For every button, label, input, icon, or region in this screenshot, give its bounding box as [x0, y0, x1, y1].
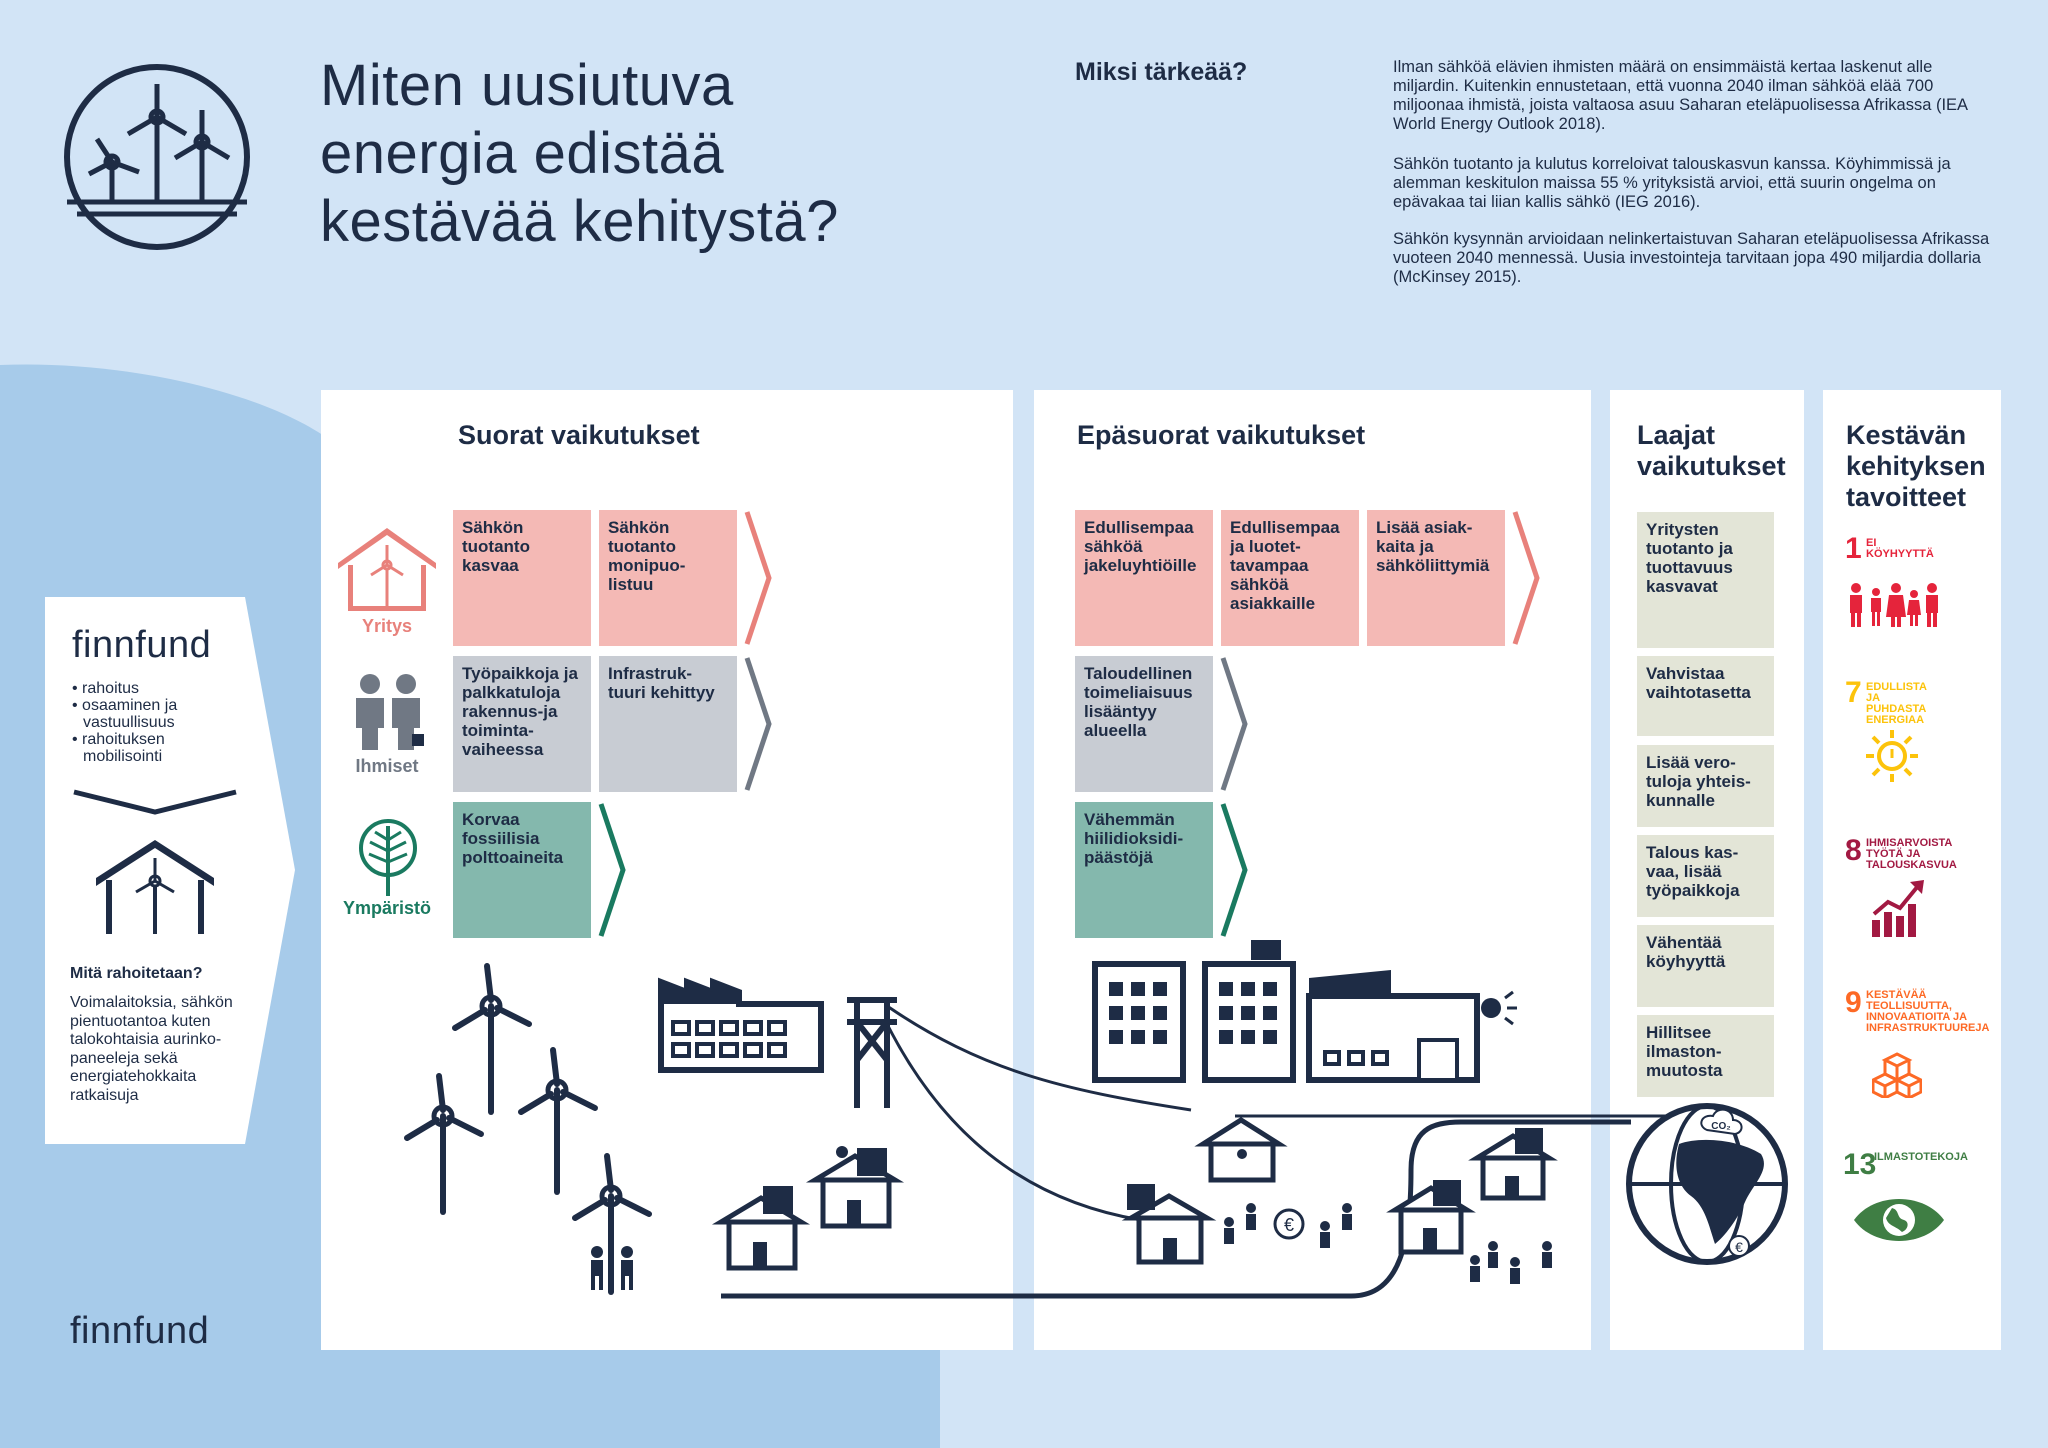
chevron-right-icon [744, 656, 774, 792]
indirect-box: Edullisempaa sähköä jakeluyhtiöille [1075, 510, 1213, 646]
direct-box: Sähkön tuotanto monipuo-listuu [599, 510, 737, 646]
sdg-number: 8 [1845, 834, 1862, 867]
direct-box: Sähkön tuotanto kasvaa [453, 510, 591, 646]
funding-question: Mitä rahoitetaan? [70, 965, 203, 982]
broad-box: Vähentää köyhyyttä [1637, 925, 1774, 1007]
sdg-title: KESTÄVÄÄ TEOLLISUUTTA, INNOVAATIOITA JA INFRASTRUKTUUREJA [1866, 989, 1990, 1034]
people-icon [350, 672, 426, 752]
direct-box: Työpaikkoja ja palkkatuloja rakennus-ja toiminta-vaiheessa [453, 656, 591, 792]
broad-heading: Laajat vaikutukset [1637, 420, 1786, 481]
broad-box: Yritysten tuotanto ja tuottavuus kasvavat [1637, 512, 1774, 648]
chevron-down-icon [72, 788, 238, 818]
bullet-item: • osaaminen ja [72, 697, 178, 714]
bullet-item: mobilisointi [83, 748, 163, 765]
indirect-heading: Epäsuorat vaikutukset [1077, 420, 1366, 450]
co2-label: CO₂ [1711, 1121, 1731, 1132]
chevron-right-icon [1220, 656, 1250, 792]
energy-landscape-illustration [321, 940, 2001, 1350]
bullet-item: vastuullisuus [83, 714, 175, 731]
broad-box: Hillitsee ilmaston-muutosta [1637, 1015, 1774, 1097]
euro-symbol: € [1283, 1215, 1295, 1235]
why-paragraph-2: Sähkön tuotanto ja kulutus korreloivat talouskasvun kanssa. Köyhimmissä ja alemman keskitulon maissa 55 % yrityksistä arvioi, että suurin ongelma on epävakaa tai liian kallis sähkö (IEG 2016). [1393, 155, 1951, 211]
why-heading: Miksi tärkeää? [1075, 58, 1248, 86]
row-label-people: Ihmiset [355, 756, 419, 776]
bullet-item: • rahoituksen [72, 731, 165, 748]
clean-energy-icon [1864, 728, 1920, 784]
broad-box: Vahvistaa vaihtotasetta [1637, 656, 1774, 736]
company-house-icon [336, 525, 438, 613]
page-title: Miten uusiutuva energia edistää kestävää kehitystä? [320, 53, 839, 254]
sdg-title: IHMISARVOISTA TYÖTÄ JA TALOUSKASVUA [1866, 837, 1957, 871]
tree-icon [355, 818, 421, 898]
direct-box: Korvaa fossiilisia polttoaineita [453, 802, 591, 938]
sdg-title: EI KÖYHYYTTÄ [1866, 537, 1934, 560]
sdg-number: 9 [1845, 986, 1862, 1019]
row-label-company: Yritys [361, 616, 413, 636]
bullet-item: • rahoitus [72, 680, 139, 697]
why-paragraph-1: Ilman sähköä elävien ihmisten määrä on ensimmäistä kertaa laskenut alle miljardin. Kuitenkin ennustetaan, että vuonna 2040 ilman sähköä elää 700 miljoonaa ihmistä, joista valtaosa asuu Saharan eteläpuolisessa Afrikassa (IEA World Energy Outlook 2018). [1393, 58, 1968, 133]
indirect-box: Lisää asiak-kaita ja sähköliittymiä [1367, 510, 1505, 646]
funding-answer: Voimalaitoksia, sähkön pientuotantoa kuten talokohtaisia aurinko-paneeleja sekä energiatehokkaita ratkaisuja [70, 994, 233, 1104]
sdg-heading: Kestävän kehityksen tavoitteet [1846, 420, 1986, 512]
direct-box: Infrastruk-tuuri kehittyy [599, 656, 737, 792]
indirect-box: Vähemmän hiilidioksidi-päästöjä [1075, 802, 1213, 938]
house-turbine-icon [92, 836, 218, 936]
sdg-number: 1 [1845, 532, 1862, 565]
row-label-environment: Ympäristö [342, 898, 432, 918]
finnfund-brand: finnfund [72, 624, 212, 666]
direct-heading: Suorat vaikutukset [458, 420, 700, 450]
sdg-title: EDULLISTA JA PUHDASTA ENERGIAA [1866, 681, 1927, 726]
decent-work-icon [1870, 878, 1926, 938]
sdg-number: 7 [1845, 676, 1862, 709]
wind-logo-icon [62, 62, 252, 252]
globe-euro-symbol: € [1735, 1239, 1743, 1255]
chevron-right-icon [744, 510, 774, 646]
chevron-right-icon [1220, 802, 1250, 938]
broad-box: Talous kas-vaa, lisää työpaikkoja [1637, 835, 1774, 917]
broad-box: Lisää vero-tuloja yhteis-kunnalle [1637, 745, 1774, 827]
sdg-number: 13 [1843, 1148, 1877, 1181]
no-poverty-icon [1846, 582, 1942, 628]
chevron-right-icon [1512, 510, 1542, 646]
indirect-box: Taloudellinen toimeliaisuus lisääntyy alueella [1075, 656, 1213, 792]
indirect-box: Edullisempaa ja luotet-tavampaa sähköä asiakkaille [1221, 510, 1359, 646]
why-paragraph-3: Sähkön kysynnän arvioidaan nelinkertaistuvan Saharan eteläpuolisessa Afrikassa vuoteen 2040 mennessä. Uusia investointeja tarvitaan jopa 490 miljardia dollaria (McKinsey 2015). [1393, 230, 1990, 286]
sdg-title: ILMASTOTEKOJA [1874, 1151, 1968, 1163]
footer-brand: finnfund [70, 1310, 210, 1352]
chevron-right-icon [598, 802, 628, 938]
